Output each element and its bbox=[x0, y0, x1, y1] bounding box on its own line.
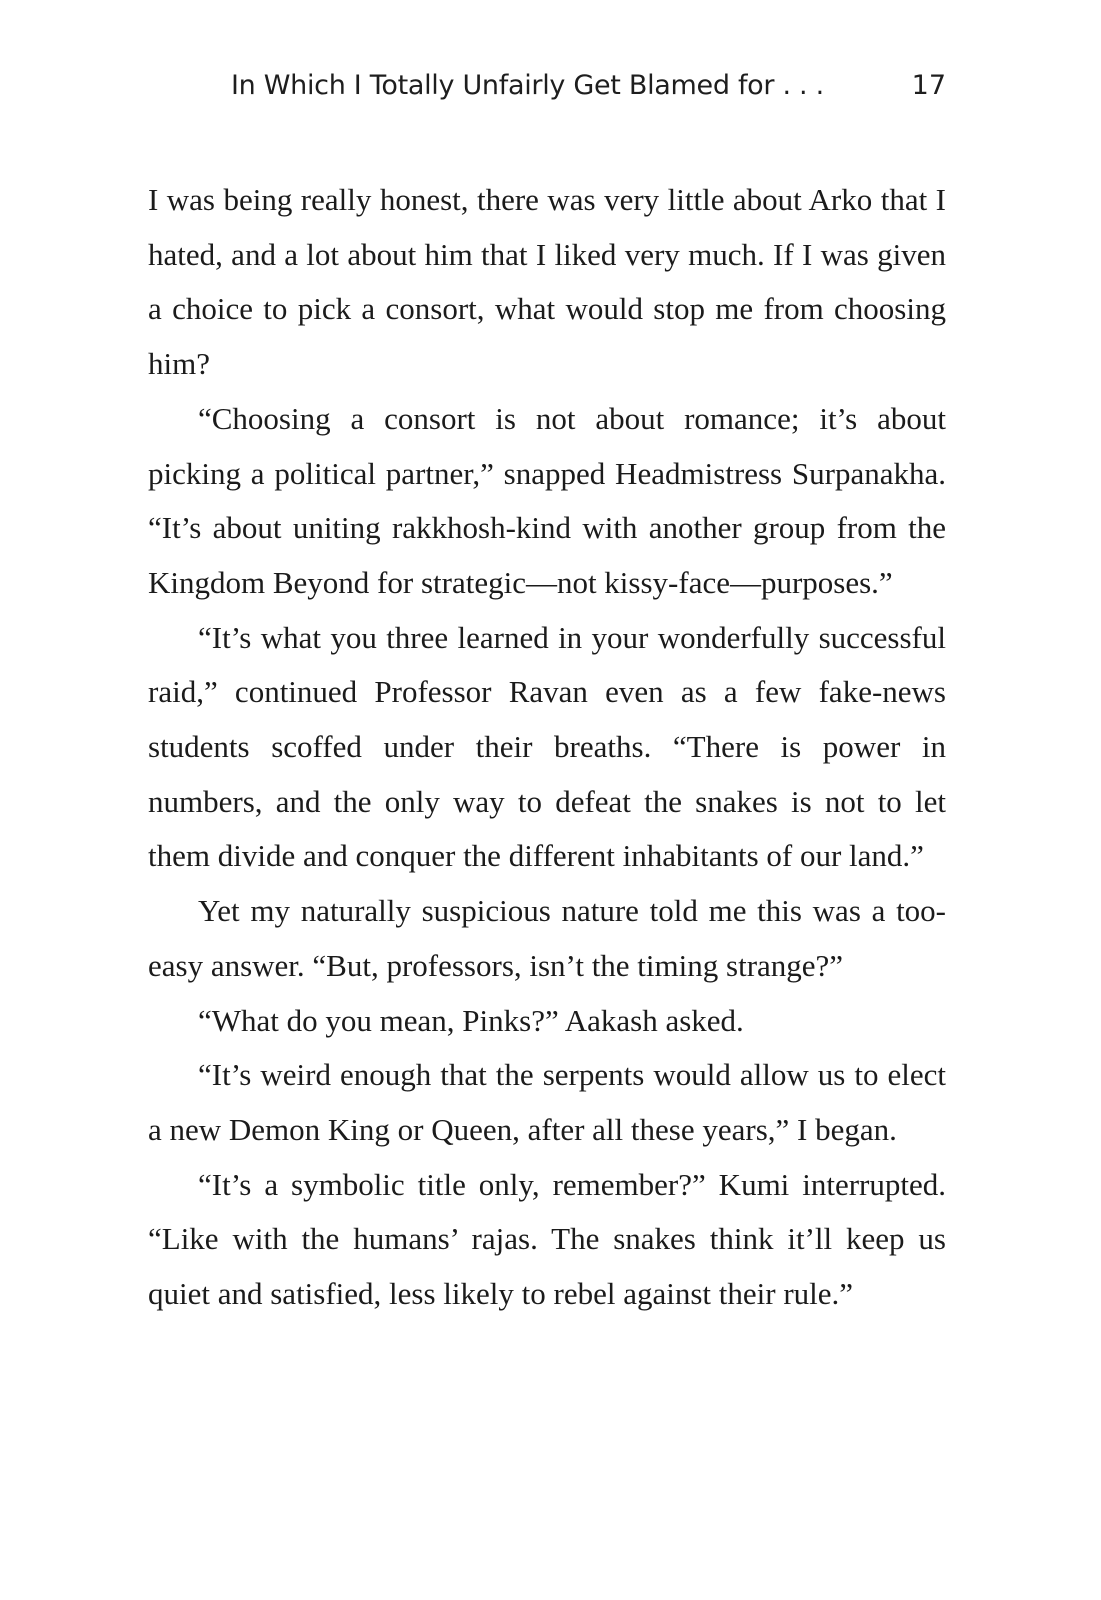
paragraph: “It’s what you three learned in your wonderfully successful raid,” continued Professor Ravan even as a few fake-news students scoffed under their breaths. “There is power in numbers, and the only way to defeat the snakes is not to let them divide and conquer the different inhabitants of our land.” bbox=[148, 619, 946, 874]
running-head bbox=[148, 70, 946, 114]
paragraph: Yet my naturally suspicious nature told me this was a too-easy answer. “But, professors, isn’t the timing strange?” bbox=[148, 893, 946, 983]
paragraph: “It’s weird enough that the serpents would allow us to elect a new Demon King or Queen, after all these years,” I began. bbox=[148, 1057, 946, 1147]
page-number: 17 bbox=[911, 70, 946, 101]
body-text bbox=[148, 173, 946, 1322]
paragraph: I was being really honest, there was very little about Arko that I hated, and a lot about him that I liked very much. If I was given a choice to pick a consort, what would stop me from choosing him? bbox=[148, 182, 946, 382]
paragraph: “It’s a symbolic title only, remember?” Kumi interrupted. “Like with the humans’ rajas. The snakes think it’ll keep us quiet and satisfied, less likely to rebel against their rule.” bbox=[148, 1166, 946, 1312]
paragraph: “Choosing a consort is not about romance; it’s about picking a political partner,” snapped Headmistress Surpanakha. “It’s about uniting rakkhosh-kind with another group from the Kingdom Beyond for strategic—not kissy-face—purposes.” bbox=[148, 400, 946, 600]
paragraph: “What do you mean, Pinks?” Aakash asked. bbox=[198, 1002, 744, 1038]
chapter-title: In Which I Totally Unfairly Get Blamed for . . . bbox=[231, 70, 824, 101]
